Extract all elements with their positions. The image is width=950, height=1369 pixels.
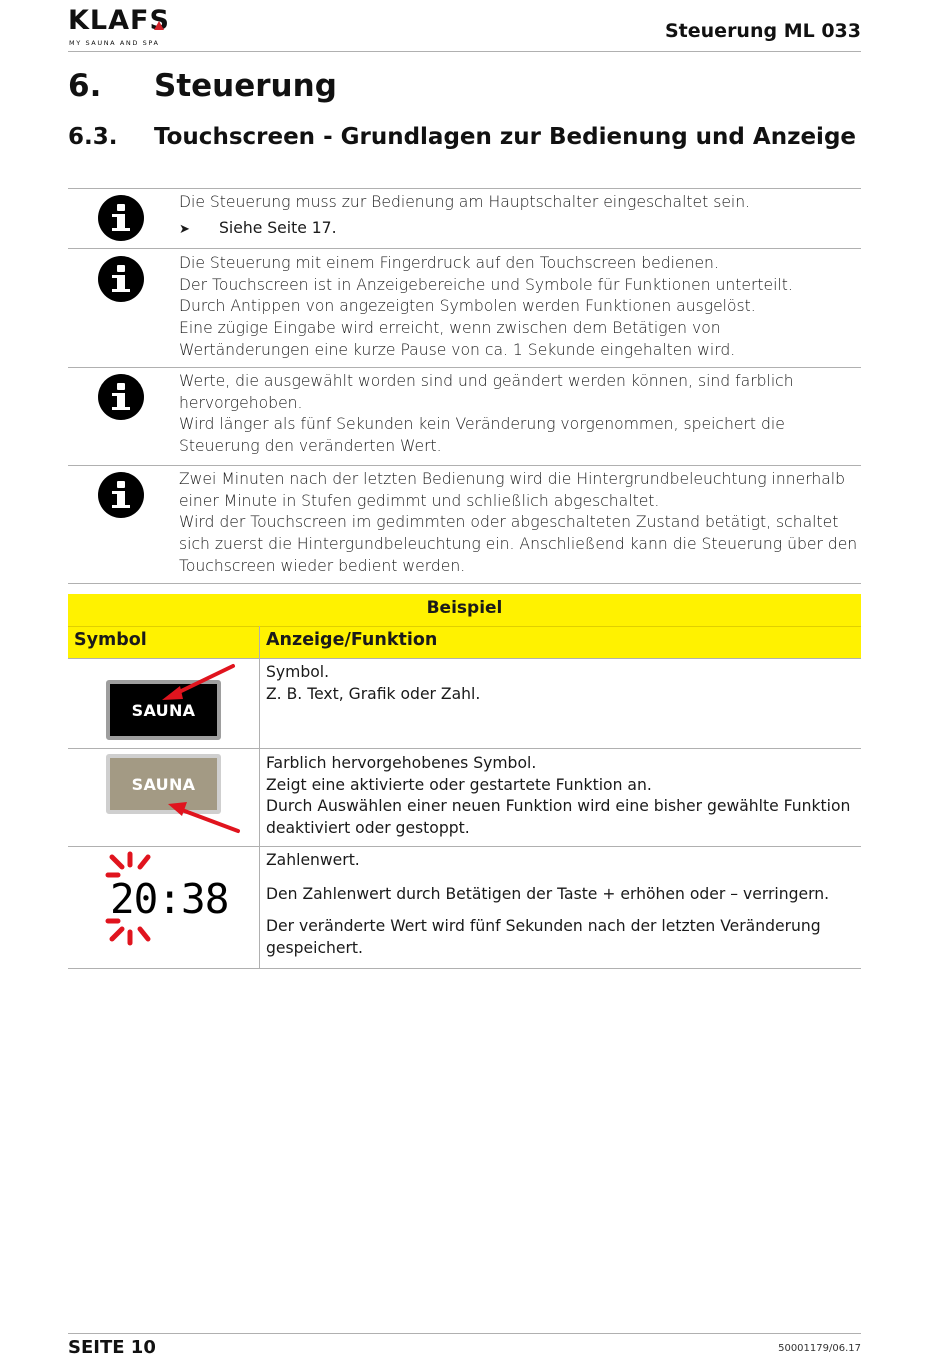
info-text-2 [179, 253, 861, 362]
red-arrow-icon [150, 660, 240, 705]
info-text-1 [179, 192, 861, 214]
header-row-divider [68, 626, 861, 627]
blinking-number-symbol [104, 851, 229, 946]
table-row-divider [68, 748, 861, 749]
info-divider [68, 188, 861, 189]
page-reference [179, 218, 337, 241]
info-icon [98, 195, 144, 241]
header-divider [68, 51, 861, 52]
description-line: Den Zahlenwert durch Betätigen der Taste + erhöhen oder – verringern. [266, 884, 830, 903]
info-text-3 [179, 371, 861, 458]
logo-wordmark: KLAFS [68, 5, 170, 36]
info-divider [68, 248, 861, 249]
info-icon [98, 472, 144, 518]
logo-tagline: MY SAUNA AND SPA [69, 39, 160, 47]
arrow-right-icon: ➤ [179, 222, 190, 237]
chapter-title: Steuerung [154, 68, 337, 104]
info-line: sich zuerst die Hintergundbeleuchtung ein. Anschließend kann die Steuerung über den [179, 535, 858, 554]
info-line: hervorgehoben. [179, 393, 303, 412]
info-line: Der Touchscreen ist in Anzeigebereiche und Symbole für Funktionen unterteilt. [179, 275, 793, 294]
example-header-row [68, 626, 861, 658]
row-1-description [266, 662, 856, 705]
info-line: Eine zügige Eingabe wird erreicht, wenn zwischen dem Betätigen von [179, 319, 721, 338]
logo-triangle-icon [154, 21, 164, 30]
description-line: gespeichert. [266, 939, 363, 958]
column-header-function: Anzeige/Funktion [266, 630, 438, 650]
description-line: Zeigt eine aktivierte oder gestartete Funktion an. [266, 775, 652, 794]
sauna-symbol-label: SAUNA [131, 701, 196, 720]
description-line: Der veränderte Wert wird fünf Sekunden nach der letzten Veränderung [266, 917, 821, 936]
example-title-bar [68, 594, 861, 626]
footer-divider [68, 1333, 861, 1334]
page-number: SEITE 10 [68, 1337, 156, 1358]
description-line: Farblich hervorgehobenes Symbol. [266, 754, 537, 772]
chapter-number: 6. [68, 68, 102, 104]
example-title: Beispiel [426, 598, 503, 618]
info-line: Steuerung den veränderten Wert. [179, 437, 442, 456]
document-number: 50001179/06.17 [778, 1343, 861, 1354]
info-line: Wird der Touchscreen im gedimmten oder abgeschalteten Zustand betätigt, schaltet [179, 513, 839, 532]
section-title: Touchscreen - Grundlagen zur Bedienung und Anzeige [154, 124, 857, 150]
document-title: Steuerung ML 033 [665, 20, 861, 42]
info-line: Die Steuerung muss zur Bedienung am Hauptschalter eingeschaltet sein. [179, 193, 751, 211]
info-line: Werte, die ausgewählt worden sind und geändert werden können, sind farblich [179, 372, 794, 390]
description-line: Zahlenwert. [266, 851, 360, 869]
description-line: Z. B. Text, Grafik oder Zahl. [266, 684, 481, 703]
section-number: 6.3. [68, 124, 118, 150]
description-line: Symbol. [266, 663, 330, 681]
info-text-4 [179, 469, 861, 578]
klafs-logo [68, 5, 170, 47]
sauna-symbol-label: SAUNA [131, 775, 196, 794]
section-heading [68, 124, 856, 150]
info-line: einer Minute in Stufen gedimmt und schließlich abgeschaltet. [179, 491, 660, 510]
table-row-divider [68, 658, 861, 659]
chapter-heading [68, 68, 337, 104]
table-row-divider [68, 846, 861, 847]
description-line: deaktiviert oder gestoppt. [266, 819, 470, 838]
page-reference-link[interactable]: Siehe Seite 17. [219, 219, 337, 237]
red-arrow-icon [160, 798, 245, 838]
info-line: Touchscreen wieder bedient werden. [179, 556, 466, 575]
info-line: Durch Antippen von angezeigten Symbolen werden Funktionen ausgelöst. [179, 297, 756, 316]
info-line: Wird länger als fünf Sekunden kein Veränderung vorgenommen, speichert die [179, 415, 785, 434]
description-line: Durch Auswählen einer neuen Funktion wird eine bisher gewählte Funktion [266, 797, 851, 816]
info-line: Wertänderungen eine kurze Pause von ca. 1 Sekunde eingehalten wird. [179, 340, 736, 359]
table-column-divider [259, 626, 260, 969]
info-line: Zwei Minuten nach der letzten Bedienung wird die Hintergrundbeleuchtung innerhalb [179, 470, 846, 488]
info-line: Die Steuerung mit einem Fingerdruck auf den Touchscreen bedienen. [179, 254, 719, 272]
table-bottom-divider [68, 968, 861, 969]
info-divider [68, 367, 861, 368]
row-2-description [266, 753, 856, 840]
row-3-description [266, 850, 856, 960]
info-icon [98, 256, 144, 302]
column-header-symbol: Symbol [74, 630, 147, 650]
digital-number-display: 20:38 [110, 875, 229, 923]
info-icon [98, 374, 144, 420]
info-divider [68, 465, 861, 466]
info-divider [68, 583, 861, 584]
